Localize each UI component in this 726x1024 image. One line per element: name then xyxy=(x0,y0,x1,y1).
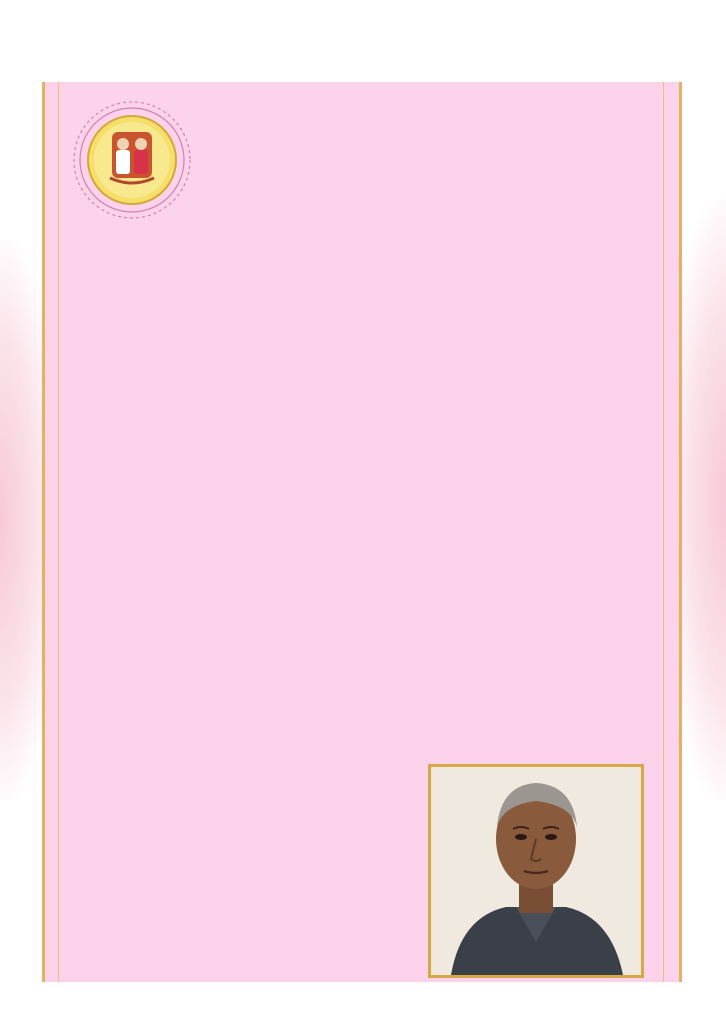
letter-body xyxy=(68,240,652,259)
deity-emblem-icon xyxy=(70,98,194,222)
lotus-garland-bottom xyxy=(0,895,726,1024)
